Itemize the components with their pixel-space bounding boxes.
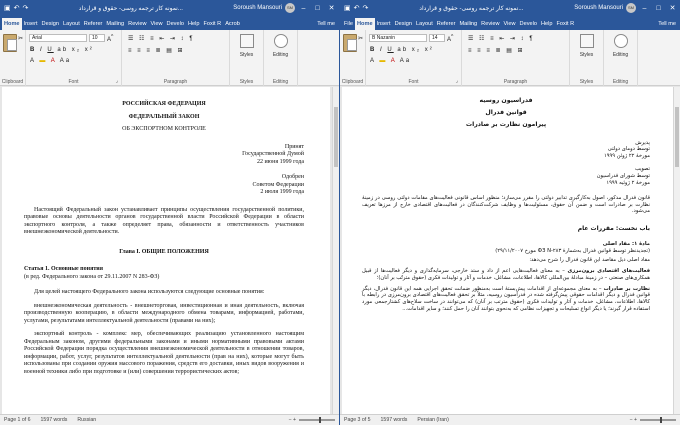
maximize-icon[interactable]: □ [656,4,661,12]
tab-mailings[interactable]: Mailing [106,21,125,27]
doc-article-note: (в ред. Федерального закона от 29.11.2007 N 283-ФЗ) [24,273,160,280]
tab-developer[interactable]: Develo [166,21,184,27]
avatar[interactable]: SM [285,3,295,13]
font-name-select[interactable]: B Nazanin [369,34,427,42]
tab-references[interactable]: Referer [83,21,103,27]
font-name-select[interactable]: Arial [29,34,87,42]
status-bar [340,414,680,425]
tab-view[interactable]: View [150,21,163,27]
term-2: نظارت بر صادرات [603,285,650,292]
zoom-control[interactable] [629,417,680,423]
quick-access-toolbar [0,5,28,12]
tab-foxit[interactable]: Foxit R [203,21,222,27]
doc-heading-3: پیرامون نظارت بر صادرات [465,121,547,129]
paragraph-label: Paragraph [503,79,528,85]
doc-chapter: Глава I. ОБЩИЕ ПОЛОЖЕНИЯ [119,248,209,255]
close-icon[interactable]: ✕ [328,5,335,12]
doc-chapter: باب نخست: مقررات عام [577,225,650,233]
ribbon-tabs [0,16,339,30]
doc-article: مادهٔ ۱: مفاد اصلی [602,241,650,248]
editing-label: Editing [612,79,629,85]
tab-design[interactable]: Design [394,21,412,27]
doc-para-1: Для целей настоящего Федерального закона используются следующие основные понятия: [34,289,265,295]
doc-intro: قانون فدرال مذکور، اصول به‌کارگیری تدابیر دولتی را مقرر می‌سازد؛ منظور اساس قانونی فعالیت‌های مقامات دولتی روسی در زمینهٔ نظارت بر صادرات است و ضمن آن حقوق، مسئولیت‌ها و وظایف شرکت‌کنندگان در فعالیت‌های اقتصادی خارج از مرزها تعریف می‌شود. [362,194,650,215]
font-size-select[interactable]: 14 [429,34,445,42]
window-title: نمونه کار ترجمه روسی- حقوق و قرارداد... [78,5,183,12]
styles-group [570,30,604,86]
page-count[interactable]: Page 1 of 6 [4,417,31,423]
find-icon[interactable] [614,34,628,48]
dialog-launcher-icon[interactable]: ⌟ [455,78,458,84]
doc-heading-2: قوانین فدرال [485,109,527,117]
find-icon[interactable] [274,34,288,48]
tab-view[interactable]: View [503,21,516,27]
paragraph-group [122,30,230,86]
para-2-body: – به معنای فعالیت‌هایی اعم از داد و ستد خارجی، سرمایه‌گذاری و دیگر فعالیت‌ها از قبیل همکاری‌های صنعتی – در زمینهٔ مبادلهٔ بین‌المللی کالاها، اطلاعات، مشاغل، خدمات و آثار و تولیدات فکری (حقوق مترتّب بر آنان)؛ [362,267,650,281]
doc-para-3: экспортный контроль - комплекс мер, обеспечивающих реализацию установленного настоящим Федеральным законом, другими федеральными законами и иными нормативными правовыми актами Российской Федерации порядка осуществления внешнеэкономической деятельности в отношении товаров, информации, работ, услуг, результатов интеллектуальной деятельности (прав на них), которые могут быть использованы при создании оружия массового поражения, средств его доставки, иных видов вооружения и военной техники либо при подготовке и (или) совершении террористических актов; [24,331,304,375]
zoom-buttons[interactable]: − + [629,417,637,423]
clipboard-label: Clipboard [1,79,24,85]
maximize-icon[interactable]: □ [315,4,320,12]
tell-me-search[interactable]: Tell me [658,21,676,27]
editing-button-label[interactable]: Editing [272,52,289,58]
align-buttons-row[interactable]: ≡ ≡ ≡ ≣ ▤ ⊞ [128,48,185,54]
document-area [340,87,680,414]
avatar[interactable]: SM [626,3,636,13]
user-name: Soroush Mansouri [574,5,623,11]
approved-line-1: تصویب [634,166,650,173]
quick-access-toolbar [340,5,368,12]
paste-icon[interactable] [343,34,357,52]
title-bar [0,0,339,16]
save-icon[interactable]: ▣ [4,4,11,12]
adopted-line-1: پذیرش [635,139,650,146]
ribbon-tabs [340,16,680,30]
editing-group [264,30,298,86]
styles-button-label[interactable]: Styles [239,52,254,58]
doc-para-1: مفاد اصلی ذیل مقاصد این قانون فدرال را شرح می‌دهد: [529,256,650,263]
doc-heading-2: ФЕДЕРАЛЬНЫЙ ЗАКОН [128,113,200,120]
tab-layout[interactable]: Layout [415,21,433,27]
color-buttons-row[interactable]: A ▬ A Aa [370,58,412,64]
font-size-select[interactable]: 10 [89,34,105,42]
zoom-slider[interactable] [299,419,335,421]
ribbon [340,30,680,86]
font-label: Font [68,79,79,85]
tab-acrobat[interactable]: Acrob [225,21,240,27]
document-page[interactable] [2,87,330,414]
term-1: فعالیت‌های اقتصادی برون‌مرزی [567,267,650,274]
editing-label: Editing [272,79,289,85]
undo-icon[interactable]: ↶ [353,4,360,12]
tell-me-search[interactable]: Tell me [317,21,335,27]
styles-group [230,30,264,86]
cut-icon[interactable]: ✂ [18,36,24,42]
adopted-line-3: 22 июня 1999 года [256,158,304,165]
approved-line-3: 2 июля 1999 года [260,189,304,195]
tab-review[interactable]: Review [481,21,500,27]
styles-icon[interactable] [240,34,254,48]
adopted-line-2: Государственной Думой [242,151,304,157]
redo-icon[interactable]: ↷ [362,4,369,12]
grow-font-icon[interactable]: A^ [447,34,454,43]
minimize-icon[interactable]: – [301,4,306,12]
user-account[interactable] [574,3,680,13]
redo-icon[interactable]: ↷ [22,4,29,12]
language-indicator[interactable]: Russian [77,417,97,423]
doc-heading-1: РОССИЙСКАЯ ФЕДЕРАЦИЯ [122,101,206,107]
tab-review[interactable]: Review [128,21,147,27]
paragraph-group [462,30,570,86]
dialog-launcher-icon[interactable]: ⌟ [115,78,118,84]
document-page[interactable] [342,87,678,414]
font-group [26,30,122,86]
status-bar [0,414,339,425]
vertical-scrollbar[interactable] [332,87,339,414]
color-buttons-row[interactable]: A ▬ A Aa [30,58,72,64]
paste-icon[interactable] [3,34,17,52]
styles-label: Styles [579,79,594,85]
adopted-line-1: Принят [284,143,304,150]
styles-label: Styles [239,79,254,85]
approved-line-1: Одобрен [281,174,304,180]
doc-article: Статья 1. Основные понятия [24,266,103,272]
document-area [0,87,339,414]
user-account[interactable] [233,3,339,13]
clipboard-group [340,30,366,86]
styles-button-label[interactable]: Styles [579,52,594,58]
clipboard-label: Clipboard [341,79,364,85]
format-buttons-row[interactable]: B I U ab x₂ x² [30,47,94,53]
zoom-control[interactable] [288,417,339,423]
tab-design[interactable]: Design [41,21,59,27]
tab-foxit[interactable]: Foxit R [556,21,575,27]
user-name: Soroush Mansouri [233,5,282,11]
approved-line-3: مورخهٔ ۲ ژوئیه ۱۹۹۹ [606,179,650,186]
font-label: Font [408,79,419,85]
tab-help[interactable]: Help [540,21,553,27]
editing-group [604,30,638,86]
tab-home[interactable]: Home [355,18,375,30]
tab-help[interactable]: Help [187,21,200,27]
tab-home[interactable]: Home [2,18,22,30]
tab-layout[interactable]: Layout [62,21,80,27]
list-buttons-row[interactable]: ☰ ☷ ≡ ⇤ ⇥ ↕ ¶ [128,36,195,42]
cut-icon[interactable]: ✂ [358,36,364,42]
right-word-window [340,0,680,425]
language-indicator[interactable]: Persian (Iran) [417,417,449,423]
word-count[interactable]: 1597 words [40,417,68,423]
doc-intro: Настоящий Федеральный закон устанавливает принципы осуществления государственной политики, правовые основы деятельности органов государственной власти Российской Федерации в области экспортного контроля, а также определяет права, обязанности и ответственность участников внешнеэкономической деятельности. [24,206,304,235]
tab-references[interactable]: Referer [436,21,456,27]
align-buttons-row[interactable]: ≡ ≡ ≡ ≣ ▤ ⊞ [468,48,525,54]
format-buttons-row[interactable]: B I U ab x₂ x² [370,47,434,53]
doc-heading-3: ОБ ЭКСПОРТНОМ КОНТРОЛЕ [122,126,206,132]
doc-para-3 [362,286,650,313]
tab-mailings[interactable]: Mailing [459,21,478,27]
approved-line-2: توسط شورای فدراسیون [596,173,650,179]
tab-file[interactable]: File [344,21,354,27]
undo-icon[interactable]: ↶ [13,4,20,12]
approved-line-2: Советом Федерации [252,181,304,188]
paragraph-label: Paragraph [163,79,188,85]
vertical-scrollbar[interactable] [673,87,680,414]
tab-insert[interactable]: Insert [376,21,391,27]
font-group [366,30,462,86]
list-buttons-row[interactable]: ☰ ☷ ≡ ⇤ ⇥ ↕ ¶ [468,36,535,42]
page-count[interactable]: Page 3 of 5 [344,417,371,423]
title-bar [340,0,680,16]
editing-button-label[interactable]: Editing [612,52,629,58]
doc-para-2 [362,268,650,282]
tab-insert[interactable]: Insert [23,21,38,27]
adopted-line-2: توسط دومای دولتی [607,146,650,153]
styles-icon[interactable] [580,34,594,48]
save-icon[interactable]: ▣ [344,4,351,12]
close-icon[interactable]: ✕ [669,5,676,12]
ribbon [0,30,339,86]
adopted-line-3: مورخهٔ ۲۲ ژوئن ۱۹۹۹ [603,153,650,160]
zoom-slider[interactable] [640,419,676,421]
word-count[interactable]: 1597 words [380,417,408,423]
para-3-body: – به معنای مجموعه‌ای از اقدامات پیش‌بستهٔ است به‌منظور ضمانت تحقق اجرایی همه این قانون فدرال، دیگر قوانین فدرال و دیگر اقدامات حقوقی پیش‌گرفته شده در فدراسیون روسیه، مثلاً بر تحقق فعالیت‌های اقتصادی برون‌مرزی در رابطه با کالاها، اطلاعات، مشاغل، خدمات و آثار و تولیدات فکری (حقوق مترتب بر آنان) که می‌توانند در ساخت سلاح‌های کشتارجمعی مورد استفاده قرار گیرند؛ یا دیگر انواع تسلیحات و تجهیزات نظامی که به‌نحوی بتوانند آنان را حمل کنند؛ و سایر اقدامات... [362,285,650,313]
minimize-icon[interactable]: – [642,4,647,12]
clipboard-group [0,30,26,86]
grow-font-icon[interactable]: A^ [107,34,114,43]
tab-developer[interactable]: Develo [519,21,537,27]
window-title: نمونه کار ترجمه روسی- حقوق و قرارداد... [419,5,524,12]
doc-para-2: внешнеэкономическая деятельность - внешнеторговая, инвестиционная и иная деятельность, включая производственную кооперацию, в области международного обмена товарами, информацией, работами, услугами, результатами интеллектуальной деятельности (правами на них); [24,302,304,324]
doc-heading-1: فدراسیون روسیه [479,97,533,104]
doc-article-note: (تجدیدنظر توسط قوانین فدرال به‌شمارهٔ ۲۸۳-ФЗ N مورخ ۲۹/۱۱/۲۰۰۷) [495,248,650,255]
zoom-buttons[interactable]: − + [288,417,296,423]
